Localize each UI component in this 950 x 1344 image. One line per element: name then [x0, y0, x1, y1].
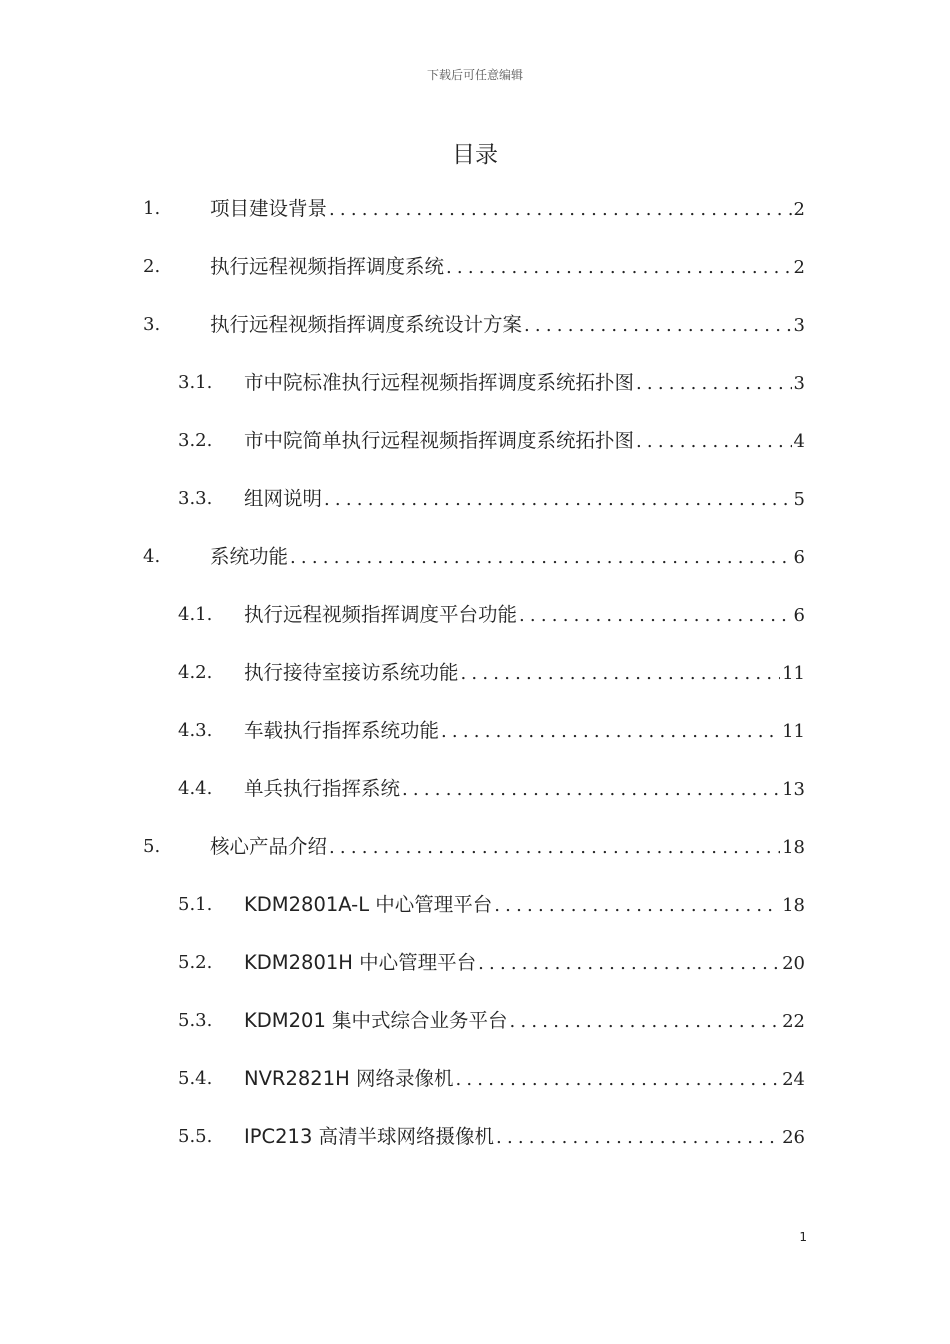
- toc-entry-row: [244, 586, 805, 645]
- page-number: 1: [799, 1230, 807, 1244]
- toc-entry-text: 执行远程视频指挥调度系统设计方案: [210, 313, 523, 336]
- toc-entry-number: 3.1.: [178, 372, 213, 393]
- toc-entry-page: 6: [793, 547, 805, 568]
- toc-entry[interactable]: [0, 238, 950, 296]
- toc-entry-page: 2: [793, 199, 805, 220]
- toc-entry-number: 4.1.: [178, 604, 213, 625]
- toc-dot-leader: [446, 239, 792, 297]
- toc-entry-text: 执行接待室接访系统功能: [244, 661, 459, 684]
- toc-entry-text: KDM2801A-L 中心管理平台: [244, 893, 493, 916]
- toc-entry[interactable]: [0, 760, 950, 818]
- toc-entry-page: 11: [782, 663, 805, 684]
- toc-entry[interactable]: [0, 296, 950, 354]
- toc-entry[interactable]: [0, 1050, 950, 1108]
- toc-entry-page: 13: [782, 779, 805, 800]
- toc-entry-page: 2: [793, 257, 805, 278]
- toc-entry-text: 项目建设背景: [210, 197, 328, 220]
- toc-entry-row: [244, 934, 805, 993]
- toc-entry-number: 5.4.: [178, 1068, 213, 1089]
- toc-entry[interactable]: [0, 412, 950, 470]
- toc-entry-row: [244, 760, 805, 819]
- toc-entry-text: 系统功能: [210, 545, 289, 568]
- toc-entry-number: 4.4.: [178, 778, 213, 799]
- toc-entry-row: [244, 470, 805, 529]
- toc-entry[interactable]: [0, 470, 950, 528]
- toc-entry[interactable]: [0, 586, 950, 644]
- toc-entry-row: [244, 992, 805, 1051]
- toc-dot-leader: [441, 703, 780, 761]
- toc-entry-text: IPC213 高清半球网络摄像机: [244, 1125, 495, 1148]
- toc-entry-row: [244, 1108, 805, 1167]
- toc-dot-leader: [636, 355, 792, 413]
- toc-dot-leader: [329, 819, 780, 877]
- toc-entry-page: 3: [793, 373, 805, 394]
- toc-entry-text: 车载执行指挥系统功能: [244, 719, 440, 742]
- toc-entry-page: 5: [793, 489, 805, 510]
- toc-entry-row: [210, 528, 805, 587]
- toc-entry-row: [210, 180, 805, 239]
- toc-entry-page: 20: [782, 953, 805, 974]
- toc-dot-leader: [636, 413, 792, 471]
- toc-dot-leader: [519, 587, 792, 645]
- toc-dot-leader: [496, 1109, 780, 1167]
- toc-entry-row: [210, 238, 805, 297]
- toc-entry-text: 市中院简单执行远程视频指挥调度系统拓扑图: [244, 429, 635, 452]
- toc-entry-text: 执行远程视频指挥调度系统: [210, 255, 445, 278]
- toc-entry-page: 18: [782, 895, 805, 916]
- toc-dot-leader: [324, 471, 792, 529]
- toc-dot-leader: [524, 297, 792, 355]
- toc-entry[interactable]: [0, 876, 950, 934]
- toc-dot-leader: [290, 529, 792, 587]
- toc-entry-number: 3.2.: [178, 430, 213, 451]
- toc-entry-number: 5.: [143, 836, 161, 857]
- toc-entry[interactable]: [0, 818, 950, 876]
- toc-entry-text: 组网说明: [244, 487, 323, 510]
- toc-entry[interactable]: [0, 702, 950, 760]
- toc-entry-row: [210, 296, 805, 355]
- toc-entry-row: [244, 1050, 805, 1109]
- toc-entry-page: 26: [782, 1127, 805, 1148]
- toc-entry-page: 6: [793, 605, 805, 626]
- toc-entry-text: 市中院标准执行远程视频指挥调度系统拓扑图: [244, 371, 635, 394]
- toc-entry-page: 11: [782, 721, 805, 742]
- toc-entry-row: [244, 702, 805, 761]
- toc-entry[interactable]: [0, 644, 950, 702]
- toc-entry-row: [244, 876, 805, 935]
- toc-entry-text: 执行远程视频指挥调度平台功能: [244, 603, 518, 626]
- toc-entry[interactable]: [0, 528, 950, 586]
- toc-entry-number: 5.3.: [178, 1010, 213, 1031]
- toc-entry-row: [244, 412, 805, 471]
- page-header: 下载后可任意编辑: [426, 68, 523, 82]
- toc-dot-leader: [494, 877, 780, 935]
- toc-dot-leader: [402, 761, 780, 819]
- toc-entry-row: [244, 354, 805, 413]
- toc-entry-number: 4.: [143, 546, 161, 567]
- toc-title: 目录: [452, 142, 498, 168]
- toc-entry-page: 24: [782, 1069, 805, 1090]
- toc-entry-page: 18: [782, 837, 805, 858]
- toc-entry-number: 3.3.: [178, 488, 213, 509]
- toc-entry-text: 核心产品介绍: [210, 835, 328, 858]
- toc-dot-leader: [329, 181, 792, 239]
- toc-entry[interactable]: [0, 1108, 950, 1166]
- toc-entry-number: 5.5.: [178, 1126, 213, 1147]
- toc-entry-number: 4.2.: [178, 662, 213, 683]
- toc-entry[interactable]: [0, 180, 950, 238]
- toc-entry[interactable]: [0, 934, 950, 992]
- toc-entry-number: 1.: [143, 198, 161, 219]
- toc-entry-page: 3: [793, 315, 805, 336]
- toc-entry-text: NVR2821H 网络录像机: [244, 1067, 454, 1090]
- toc-entry-text: KDM2801H 中心管理平台: [244, 951, 477, 974]
- toc-entry-number: 4.3.: [178, 720, 213, 741]
- toc-entry-page: 4: [793, 431, 805, 452]
- toc-entry-number: 2.: [143, 256, 161, 277]
- toc-entry[interactable]: [0, 354, 950, 412]
- toc-dot-leader: [461, 645, 781, 703]
- toc-entry-row: [244, 644, 805, 703]
- toc-dot-leader: [478, 935, 780, 993]
- toc-entry-number: 5.2.: [178, 952, 213, 973]
- toc-dot-leader: [455, 1051, 780, 1109]
- toc-entry-text: 单兵执行指挥系统: [244, 777, 401, 800]
- toc-entry-page: 22: [782, 1011, 805, 1032]
- toc-entry-number: 5.1.: [178, 894, 213, 915]
- toc-entry-number: 3.: [143, 314, 161, 335]
- toc-dot-leader: [510, 993, 781, 1051]
- toc-entry-text: KDM201 集中式综合业务平台: [244, 1009, 508, 1032]
- toc-entry-row: [210, 818, 805, 877]
- toc-entry[interactable]: [0, 992, 950, 1050]
